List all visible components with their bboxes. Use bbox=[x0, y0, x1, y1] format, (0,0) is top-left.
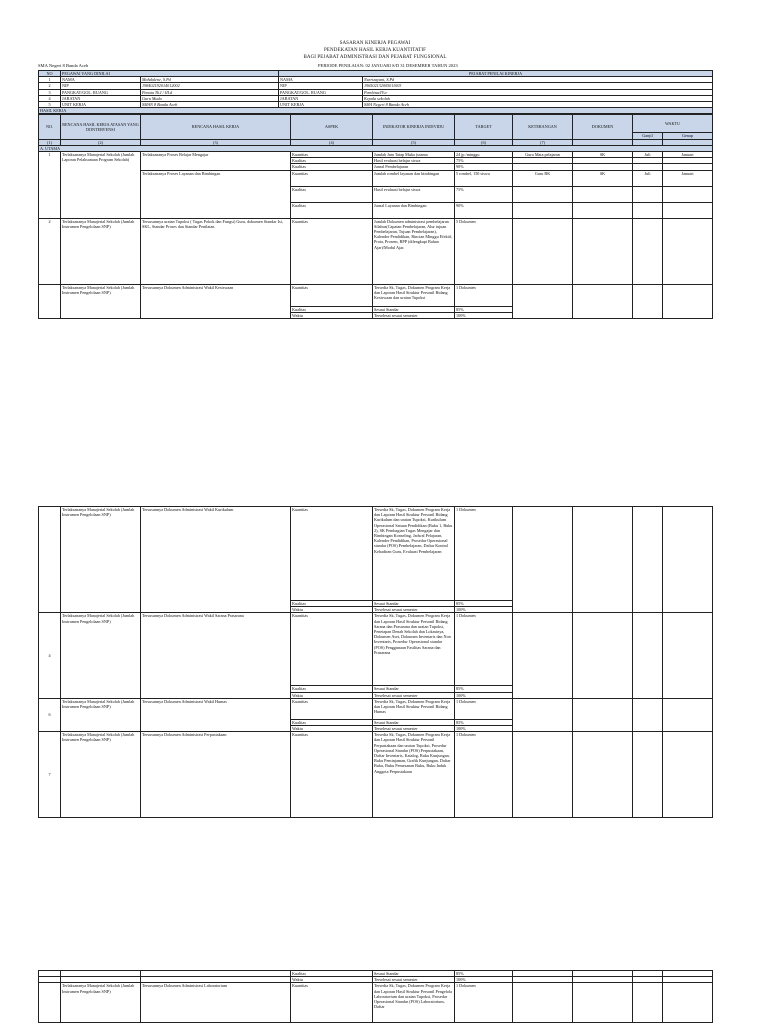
iki-cell: Sesuai Standar bbox=[373, 601, 455, 607]
iki-cell: Sesuai Standar bbox=[373, 971, 455, 977]
row-number: 4 bbox=[39, 95, 61, 101]
target-cell: 1 Dokumen bbox=[455, 284, 513, 306]
col-target-header: TARGET bbox=[455, 115, 513, 139]
rhk-atasan-cell: Terlaksananya Manajerial Sekolah (Jumlah Instrumen Pengelolaan SNP) bbox=[61, 284, 141, 318]
col-number: (3) bbox=[141, 139, 291, 145]
col-number: (2) bbox=[61, 139, 141, 145]
identity-table bbox=[38, 70, 713, 114]
title-line-2: PENDEKATAN HASIL KERJA KUANTITATIF bbox=[324, 48, 426, 53]
col-rhk-header: RENCANA HASIL KERJA bbox=[141, 115, 291, 139]
target-cell: 1 Dokumen bbox=[455, 507, 513, 601]
rhk-cell: Terlaksananya Proses Layanan dan Bimbingan bbox=[141, 170, 291, 218]
target-cell: 85% bbox=[455, 601, 513, 607]
assessor-header: PEJABAT PENILAI KINERJA bbox=[279, 71, 713, 77]
field-label: UNIT KERJA bbox=[61, 102, 141, 108]
aspek-cell: Kuantitas bbox=[291, 152, 373, 158]
rhk-atasan-cell: Terlaksananya Manajerial Sekolah (Jumlah Laporan Pelaksanaan Program Sekolah) bbox=[61, 152, 141, 219]
col-keterangan-header: KETERANGAN bbox=[513, 115, 573, 139]
document-title bbox=[38, 40, 712, 61]
rhk-atasan-cell: Terlaksananya Manajerial Sekolah (Jumlah Instrumen Pengelolaan SNP) bbox=[61, 507, 141, 613]
field-value: SMA Negeri 8 Banda Aceh bbox=[363, 102, 713, 108]
performance-table-p1 bbox=[38, 114, 713, 319]
rhk-cell: Tersusunnya uraian Tupoksi ( Tugas Pokok dan Fungsi) Guru, dokumen Standar Isi, SKL, Standar Proses dan Standar Penilaian. bbox=[141, 218, 291, 284]
aspek-cell: Kualitas bbox=[291, 202, 373, 218]
iki-cell: Jumlah rombel layanan dan bimbingan bbox=[373, 170, 455, 186]
aspek-cell: Kuantitas bbox=[291, 613, 373, 686]
title-line-3: BAGI PEJABAT ADMINISTRASI DAN PEJABAT FUNGSIONAL bbox=[303, 55, 447, 60]
field-label: NAMA bbox=[61, 77, 141, 83]
table-row bbox=[39, 613, 713, 686]
col-genap-header: Genap bbox=[663, 133, 713, 139]
dokumen-cell: SK bbox=[573, 170, 633, 186]
iki-cell: Terselesai sesuai semester bbox=[373, 692, 455, 698]
table-row bbox=[39, 170, 713, 186]
field-label: NAMA bbox=[279, 77, 363, 83]
rhk-cell: Tersusunnya Dokumen Administrasi Wakil Humas bbox=[141, 698, 291, 731]
iki-cell: Hasil evaluasi belajar siswa bbox=[373, 186, 455, 202]
field-value: 196502132005011003 bbox=[363, 83, 713, 89]
target-cell: 90% bbox=[455, 164, 513, 170]
target-cell: 85% bbox=[455, 306, 513, 312]
aspek-cell: Kualitas bbox=[291, 719, 373, 725]
rhk-atasan-cell: Terlaksananya Manajerial Sekolah (Jumlah Instrumen Pengelolaan SNP) bbox=[61, 732, 141, 818]
iki-cell: Tersedia Sk, Tugas, Dokumen Program Kerja dan Laporan Hasil Struktur Personil Bidang Humas bbox=[373, 698, 455, 719]
col-rhk-atasan-header: RENCANA HASIL KERJA ATASAN YANG DIINTERVENSI bbox=[61, 115, 141, 139]
col-dokumen-header: DOKUMEN bbox=[573, 115, 633, 139]
ganjil-cell: Juli bbox=[633, 152, 663, 158]
col-number: (6) bbox=[455, 139, 513, 145]
col-number: (7) bbox=[513, 139, 573, 145]
target-cell: 1 Dokumen bbox=[455, 732, 513, 818]
page-3 bbox=[0, 970, 768, 1024]
row-number: 7 bbox=[39, 732, 61, 818]
aspek-cell: Waktu bbox=[291, 726, 373, 732]
aspek-cell: Kualitas bbox=[291, 186, 373, 202]
target-cell: 1 Dokumen bbox=[455, 613, 513, 686]
target-cell: 100% bbox=[455, 312, 513, 318]
table-row bbox=[39, 284, 713, 306]
target-cell: 5 Dokumen bbox=[455, 218, 513, 284]
aspek-cell: Kuantitas bbox=[291, 284, 373, 306]
table-row bbox=[39, 218, 713, 284]
target-cell: 85% bbox=[455, 719, 513, 725]
aspek-cell: Kuantitas bbox=[291, 983, 373, 1023]
section-utama-label: A. UTAMA bbox=[39, 145, 713, 151]
aspek-cell: Kualitas bbox=[291, 686, 373, 692]
iki-cell: Sesuai Standar bbox=[373, 306, 455, 312]
iki-cell: Hasil evaluasi belajar siswa bbox=[373, 158, 455, 164]
aspek-cell: Waktu bbox=[291, 692, 373, 698]
field-value: Nurrizayani, S.Pd bbox=[363, 77, 713, 83]
target-cell: 90% bbox=[455, 202, 513, 218]
table-row bbox=[39, 732, 713, 818]
table-row bbox=[39, 507, 713, 601]
row-number: 3 bbox=[39, 89, 61, 95]
field-label: PANGKAT/GOL. RUANG bbox=[61, 89, 141, 95]
field-value: SMAN 8 Banda Aceh bbox=[141, 102, 279, 108]
rhk-atasan-cell: Terlaksananya Manajerial Sekolah (Jumlah Instrumen Pengelolaan SNP) bbox=[61, 613, 141, 698]
field-label: JABATAN bbox=[279, 95, 363, 101]
keterangan-cell: Guru BK bbox=[513, 170, 573, 186]
field-label: NIP bbox=[61, 83, 141, 89]
target-cell: 85% bbox=[455, 971, 513, 977]
field-label: UNIT KERJA bbox=[279, 102, 363, 108]
table-row bbox=[39, 983, 713, 1023]
field-value: 198402192014012002 bbox=[141, 83, 279, 89]
field-value: Kepala sekolah bbox=[363, 95, 713, 101]
performance-table-p2 bbox=[38, 506, 713, 818]
field-label: JABATAN bbox=[61, 95, 141, 101]
iki-cell: Sesuai Standar bbox=[373, 719, 455, 725]
iki-cell: Tersedia Sk, Tugas, Dokumen Program Kerja dan Laporan Hasil Struktur Personil Bidang Kesiswaan dan uraian Tupoksi bbox=[373, 284, 455, 306]
iki-cell: Jurnal Layanan dan Bimbingan bbox=[373, 202, 455, 218]
col-no-header: NO. bbox=[39, 115, 61, 139]
row-number: 2 bbox=[39, 83, 61, 89]
row-number: 6 bbox=[39, 698, 61, 731]
school-unit: SMA Negeri 8 Banda Aceh bbox=[38, 63, 89, 68]
col-ganjil-header: Ganjil bbox=[633, 133, 663, 139]
iki-cell: Tersedia Sk, Tugas, Dokumen Program Kerja dan Laporan Hasil Struktur Personil Bidang Sarana dan Prasarana dan uraian Tupoksi, Penetapan Denah Sekolah dan Lokasinya, Dokumen Aset, Dokumen Inventaris dan Non Inventaris, Prosedur Operasional standar (POS) Penggunaan Fasilitas Sarana dan Prasarana bbox=[373, 613, 455, 686]
iki-cell: Jumlah Jam Tatap Muka (utama bbox=[373, 152, 455, 158]
iki-cell: Terselesai sesuai semester bbox=[373, 607, 455, 613]
table-row bbox=[39, 698, 713, 719]
iki-cell: Sesuai Standar bbox=[373, 686, 455, 692]
aspek-cell: Waktu bbox=[291, 312, 373, 318]
page-2 bbox=[0, 506, 768, 846]
row-number: 4 bbox=[39, 613, 61, 698]
iki-cell: Terselesai sesuai semester bbox=[373, 726, 455, 732]
keterangan-cell: Guru Mata pelajaran bbox=[513, 152, 573, 158]
aspek-cell: Kuantitas bbox=[291, 732, 373, 818]
genap-cell: Januari bbox=[663, 152, 713, 158]
target-cell: 1 Dokumen bbox=[455, 698, 513, 719]
col-number: (1) bbox=[39, 139, 61, 145]
aspek-cell: Kualitas bbox=[291, 164, 373, 170]
dokumen-cell: SK bbox=[573, 152, 633, 158]
field-label: NIP bbox=[279, 83, 363, 89]
field-value: Penata Tk.I / III.d bbox=[141, 89, 279, 95]
col-iki-header: INDIKATOR KINERJA INDIVIDU bbox=[373, 115, 455, 139]
target-cell: 100% bbox=[455, 977, 513, 983]
column-header-row bbox=[39, 115, 713, 133]
iki-cell: Terselesai sesuai semester bbox=[373, 977, 455, 983]
rhk-atasan-cell: Terlaksananya Manajerial Sekolah (Jumlah Instrumen Pengelolaan SNP) bbox=[61, 698, 141, 731]
target-cell: 1 Dokumen bbox=[455, 983, 513, 1023]
aspek-cell: Kualitas bbox=[291, 158, 373, 164]
row-number bbox=[39, 507, 61, 613]
target-cell: 75% bbox=[455, 158, 513, 164]
ganjil-cell: Juli bbox=[633, 170, 663, 186]
iki-cell: Tersedia Sk, Tugas, Dokumen Program Kerja dan Laporan Hasil Struktur Personil Bidang Kurikulum dan uraian Tupoksi, Kurikulum Operasional Satuan Pendidikan (Buku 1, Buku 2), SK Pembagian Tugas Mengajar dan Bimbingan Konseling, Jadwal Pelajaran, Kalender Pendidikan, Prosedur Operasional standar (POS) Pembelajaran, Daftar Kontrol Kehadiran Guru, Evaluasi Pembelajaran bbox=[373, 507, 455, 601]
hasil-kerja-label: HASIL KERJA bbox=[39, 108, 713, 114]
target-cell: 24 jp /minggu bbox=[455, 152, 513, 158]
aspek-cell: Kualitas bbox=[291, 306, 373, 312]
assessed-employee-header: PEGAWAI YANG DINILAI bbox=[61, 71, 279, 77]
target-cell: 85% bbox=[455, 686, 513, 692]
row-number: 1 bbox=[39, 152, 61, 219]
assessment-period: PERIODE PENILAIAN: 02 JANUARI S/D 31 DESEMBER TAHUN 2023 bbox=[318, 63, 458, 68]
genap-cell: Januari bbox=[663, 170, 713, 186]
rhk-cell: Tersusunnya Dokumen Administrasi Wakil Sarana Prasarana bbox=[141, 613, 291, 698]
field-label: PANGKAT/GOL. RUANG bbox=[279, 89, 363, 95]
hasil-kerja-heading bbox=[39, 108, 713, 114]
rhk-cell: Terlaksananya Proses Belajar Mengajar bbox=[141, 152, 291, 171]
row-number: 2 bbox=[39, 218, 61, 284]
iki-cell: Jurnal Pembelajaran bbox=[373, 164, 455, 170]
col-number: (5) bbox=[373, 139, 455, 145]
row-number: 1 bbox=[39, 77, 61, 83]
aspek-cell: Kualitas bbox=[291, 601, 373, 607]
col-waktu-header: WAKTU bbox=[633, 115, 713, 133]
aspek-cell: Kuantitas bbox=[291, 218, 373, 284]
aspek-cell: Waktu bbox=[291, 607, 373, 613]
field-value: Mahdalene, S.Pd bbox=[141, 77, 279, 83]
aspek-cell: Waktu bbox=[291, 977, 373, 983]
identity-no-header: NO bbox=[39, 71, 61, 77]
aspek-cell: Kuantitas bbox=[291, 698, 373, 719]
iki-cell: Tersedia Sk, Tugas, Dokumen Program Kerja dan Laporan Hasil Struktur Personil Pengelola Laboratorium dan uraian Tupoksi, Prosedur Operasional Standar (POS) Laboratorium, Daftar bbox=[373, 983, 455, 1023]
aspek-cell: Kuantitas bbox=[291, 507, 373, 601]
rhk-cell: Tersusunnya Dokumen Administrasi Wakil Kesiswaan bbox=[141, 284, 291, 318]
target-cell: 100% bbox=[455, 607, 513, 613]
target-cell: 100% bbox=[455, 726, 513, 732]
rhk-cell: Tersusunnya Dokumen Administrasi Wakil Kurikulum bbox=[141, 507, 291, 613]
aspek-cell: Kuantitas bbox=[291, 170, 373, 186]
rhk-cell: Tersusunnya Dokumen Administrasi Laboratorium bbox=[141, 983, 291, 1023]
iki-cell: Terselesai sesuai semester bbox=[373, 312, 455, 318]
target-cell: 100% bbox=[455, 692, 513, 698]
iki-cell: Tersedia Sk, Tugas, Dokumen Program Kerja dan Laporan Hasil Struktur Personil Perpustakaan dan uraian Tupoksi, Prosedur Operasional Standar (POS) Perpustakaan, Daftar Inventaris, Katalog, Buku Kunjungan, Buku Peminjaman, Grafik Kunjungan, Daftar Buku, Buku Pemesanan Buku, Buku Induk Anggota Perpustakaan bbox=[373, 732, 455, 818]
target-cell: 75% bbox=[455, 186, 513, 202]
row-number: 5 bbox=[39, 102, 61, 108]
target-cell: 5 rombel, 150 siswa bbox=[455, 170, 513, 186]
field-value: Guru Muda bbox=[141, 95, 279, 101]
aspek-cell: Kualitas bbox=[291, 971, 373, 977]
iki-cell: Jumlah Dokumen administrasi pembelajaran Silabus(Capaian Pembelajaran, Alur tujuan Pembelajaran, Tujuan Pembelajaran), Kalender Pendidikan, Rincian Minggu Efektif, Prota, Prosem, RPP (dilengkapi Bahan Ajar)/Modul Ajar. bbox=[373, 218, 455, 284]
rhk-atasan-cell: Terlaksananya Manajerial Sekolah (Jumlah Instrumen Pengelolaan SNP) bbox=[61, 218, 141, 284]
title-line-1: SASARAN KINERJA PEGAWAI bbox=[339, 41, 411, 46]
page-1 bbox=[0, 0, 768, 440]
rhk-cell: Tersusunnya Dokumen Administrasi Perpustakaan bbox=[141, 732, 291, 818]
field-value: Pembina/IV.a bbox=[363, 89, 713, 95]
rhk-atasan-cell: Terlaksananya Manajerial Sekolah (Jumlah Instrumen Pengelolaan SNP) bbox=[61, 983, 141, 1023]
performance-table-p3 bbox=[38, 970, 713, 1023]
col-number: (4) bbox=[291, 139, 373, 145]
col-aspek-header: ASPEK bbox=[291, 115, 373, 139]
